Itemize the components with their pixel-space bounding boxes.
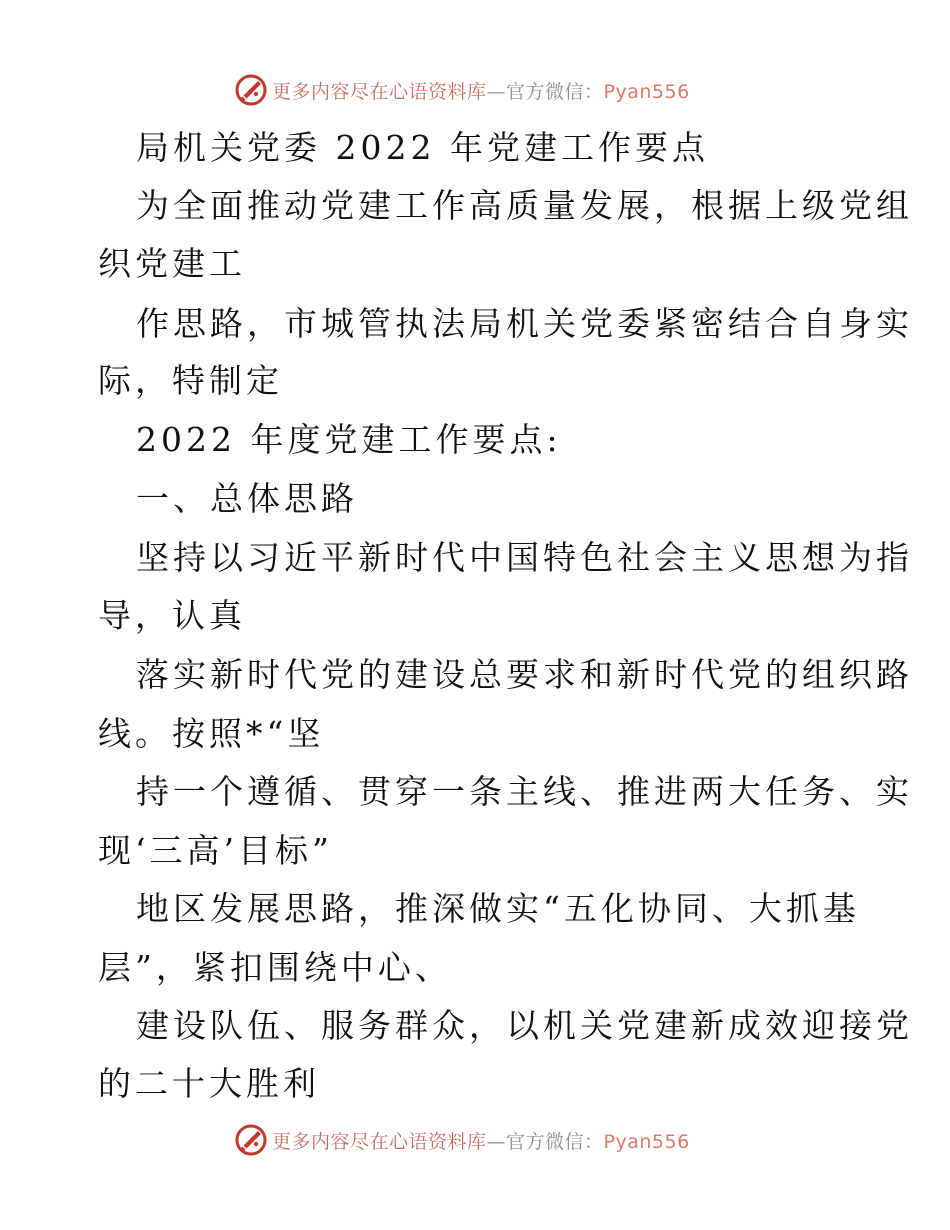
paragraph-line: 导，认真	[98, 596, 246, 635]
footer-watermark	[234, 1122, 690, 1158]
paragraph-line: 现‘三高’目标”	[98, 831, 333, 870]
watermark-site-text: 更多内容尽在心语资料库	[272, 80, 487, 103]
watermark-text	[272, 1127, 690, 1154]
paragraph-line: 持一个遵循、贯穿一条主线、推进两大任务、实	[136, 772, 913, 811]
paragraph-line: 2022 年度党建工作要点:	[136, 420, 562, 459]
paragraph-line: 建设队伍、服务群众，以机关党建新成效迎接党	[136, 1006, 913, 1045]
paragraph-line: 层”，紧扣围绕中心、	[98, 948, 452, 987]
paragraph-line: 为全面推动党建工作高质量发展，根据上级党组	[136, 186, 913, 225]
watermark-separator: —	[486, 80, 507, 103]
paragraph-line: 际，特制定	[98, 361, 283, 400]
paragraph-line: 线。按照*“坚	[98, 714, 325, 753]
paragraph-line: 作思路，市城管执法局机关党委紧密结合自身实	[136, 304, 913, 343]
paragraph-line: 地区发展思路，推深做实“五化协同、大抓基	[136, 889, 860, 928]
paragraph-line: 的二十大胜利	[98, 1064, 320, 1103]
watermark-site-text: 更多内容尽在心语资料库	[272, 1130, 487, 1153]
pen-logo-icon	[234, 1123, 268, 1157]
paragraph-line: 落实新时代党的建设总要求和新时代党的组织路	[136, 655, 913, 694]
watermark-separator: —	[486, 1130, 507, 1153]
watermark-wechat-label: 官方微信：	[506, 80, 604, 103]
watermark-account: Pyan556	[603, 1130, 690, 1153]
watermark-account: Pyan556	[603, 80, 690, 103]
watermark-wechat-label: 官方微信：	[506, 1130, 604, 1153]
paragraph-line: 织党建工	[98, 244, 246, 283]
document-title: 局机关党委 2022 年党建工作要点	[136, 128, 709, 167]
pen-logo-icon	[234, 73, 268, 107]
header-watermark	[234, 72, 690, 108]
paragraph-line: 坚持以习近平新时代中国特色社会主义思想为指	[136, 538, 913, 577]
section-heading: 一、总体思路	[136, 479, 358, 518]
watermark-text	[272, 77, 690, 104]
